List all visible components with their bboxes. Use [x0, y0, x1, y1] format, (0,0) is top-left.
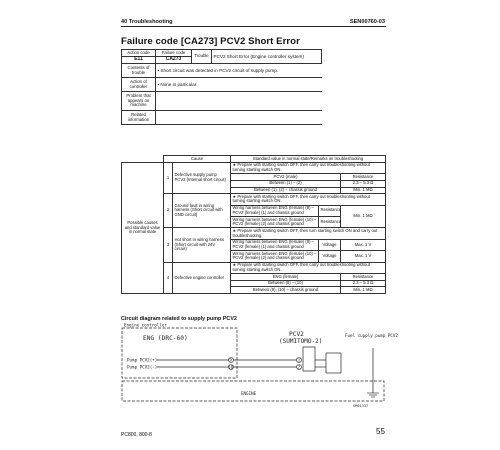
- header-doc-code: SEN00760-03: [349, 19, 385, 25]
- page-number: 55: [376, 427, 385, 436]
- contents-text: • Short circuit was detected in PCV2 circuit of supply pump.: [156, 64, 322, 78]
- cause-1-num: 1: [164, 162, 173, 194]
- trouble-label: Trouble: [192, 50, 212, 64]
- pcv2-connector-box: [303, 347, 315, 371]
- cause-4-row-2-a: Between (9), (10) – chassis ground: [231, 287, 341, 294]
- cause-1-head-b: Resistance: [341, 174, 386, 181]
- cause-4-row-1-a: Between (9) – (10): [231, 280, 341, 287]
- cause-3-row-1-c: Max. 1 V: [341, 239, 386, 250]
- action-text: • None in particular.: [156, 78, 322, 92]
- action-code-label: Action code: [122, 50, 156, 57]
- cause-1-row-2-a: Between (1), (2) – chassis ground: [231, 187, 341, 194]
- action-label: Action of controller: [122, 78, 156, 92]
- pin-9-label: 9: [229, 357, 232, 363]
- cause-4-row-1-b: 2.3 – 5.3 Ω: [341, 280, 386, 287]
- standard-header: Standard value in normal state/Remarks on troubleshooting: [231, 156, 386, 163]
- pump-plus-label: Pump PCV2(+): [127, 357, 158, 363]
- cause-1-row-1-a: Between (1) – (2): [231, 180, 341, 187]
- cause-2-row-1-c: Min. 1 MΩ: [341, 205, 386, 228]
- cause-3-row-1-b: Voltage: [319, 239, 341, 250]
- related-label: Related information: [122, 111, 156, 125]
- header-rule: [121, 26, 386, 27]
- circuit-diagram: [121, 322, 398, 409]
- fuel-supply-label: [345, 333, 398, 338]
- cause-3-num: 3: [164, 228, 173, 262]
- pin-1-label: 1: [297, 357, 301, 363]
- related-text: [156, 111, 322, 125]
- cause-2-note: ★ Prepare with starting switch OFF, then carry out troubleshooting without turning starting switch ON.: [231, 194, 386, 205]
- cause-2-row-1-a: Wiring harness between ENG (female) (9) – PCV2 (female) (1) and chassis ground: [231, 205, 319, 216]
- cause-3-row-2-b: Voltage: [319, 251, 341, 262]
- cause-1-text: Defective supply pump PCV2 (Internal short circuit): [173, 162, 231, 194]
- cause-3-note: ★ Prepare with starting switch OFF, then turn starting switch ON and carry out troubleshooting.: [231, 228, 386, 239]
- trouble-text: PCV2 Short Error (Engine controller system): [212, 50, 322, 64]
- cause-1-row-1-b: 2.3 – 5.3 Ω: [341, 180, 386, 187]
- pcv2-title: PCV2: [289, 331, 304, 338]
- cause-4-note: ★ Prepare with starting switch OFF, then carry out troubleshooting without turning starting switch ON.: [231, 262, 386, 273]
- action-code-value: E11: [122, 56, 156, 63]
- cause-2-row-1-b: Resistance: [319, 205, 341, 216]
- cause-4-text: Defective engine controller: [173, 262, 231, 294]
- fuel-supply-label-text: Fuel supply pump PCV2: [345, 333, 398, 338]
- page-title: Failure code [CA273] PCV2 Short Error: [121, 36, 300, 47]
- pump-minus-label: Pump PCV2(-): [127, 364, 158, 370]
- pin-2-label: 2: [297, 364, 301, 370]
- cause-4-head-b: Resistance: [341, 274, 386, 281]
- cause-3-row-1-a: Wiring harness between ENG (female) (9) – PCV2 (female) (1) and chassis ground: [231, 239, 319, 250]
- cause-3-text: Hot short in wiring harness (Short circuit with 24V circuit): [173, 228, 231, 262]
- cause-header: Cause: [164, 156, 231, 163]
- ground-code-label: SM01337: [353, 404, 369, 408]
- cause-4-row-2-b: Min. 1 MΩ: [341, 287, 386, 294]
- cause-2-row-2-b: Resistance: [319, 217, 341, 228]
- cause-1-head-a: PCV2 (male): [231, 174, 341, 181]
- failure-info-table: [121, 49, 322, 125]
- cause-4-num: 4: [164, 262, 173, 294]
- controller-box-label: Engine controller: [124, 322, 167, 328]
- circuit-section-title: Circuit diagram related to supply pump PCV2: [121, 316, 237, 322]
- failure-code-value: CA273: [156, 56, 192, 63]
- pin-10-label: 10: [228, 364, 234, 370]
- cause-3-row-2-a: Wiring harness between ENG (female) (10) – PCV2 (female) (2) and chassis ground: [231, 251, 319, 262]
- causes-table: [121, 155, 386, 294]
- header-section: 40 Troubleshooting: [121, 19, 173, 25]
- cause-2-row-2-a: Wiring harness between ENG (female) (10) – PCV2 (female) (2) and chassis ground: [231, 217, 319, 228]
- footer-model: PC800, 800-8: [121, 432, 152, 438]
- failure-code-label: Failure code: [156, 50, 192, 57]
- cause-1-row-2-b: Min. 1 MΩ: [341, 187, 386, 194]
- contents-label: Contents of trouble: [122, 64, 156, 78]
- engine-label: ENGINE: [241, 391, 257, 396]
- pcv2-connector-label: (SUMITOMO-2): [279, 338, 323, 345]
- cause-3-row-2-c: Max. 1 V: [341, 251, 386, 262]
- cause-1-note: ★ Prepare with starting switch OFF, then carry out troubleshooting without turning starting switch ON.: [231, 162, 386, 173]
- possible-causes-label: Possible causes and standard value in normal state: [122, 162, 164, 293]
- problem-text: [156, 92, 322, 111]
- cause-4-head-a: ENG (female): [231, 274, 341, 281]
- cause-2-num: 2: [164, 194, 173, 228]
- cause-2-text: Ground fault in wiring harness (Short circuit with GND circuit): [173, 194, 231, 228]
- eng-connector-label: ENG (DRC-60): [143, 335, 188, 342]
- problem-label: Problem that appears on machine: [122, 92, 156, 111]
